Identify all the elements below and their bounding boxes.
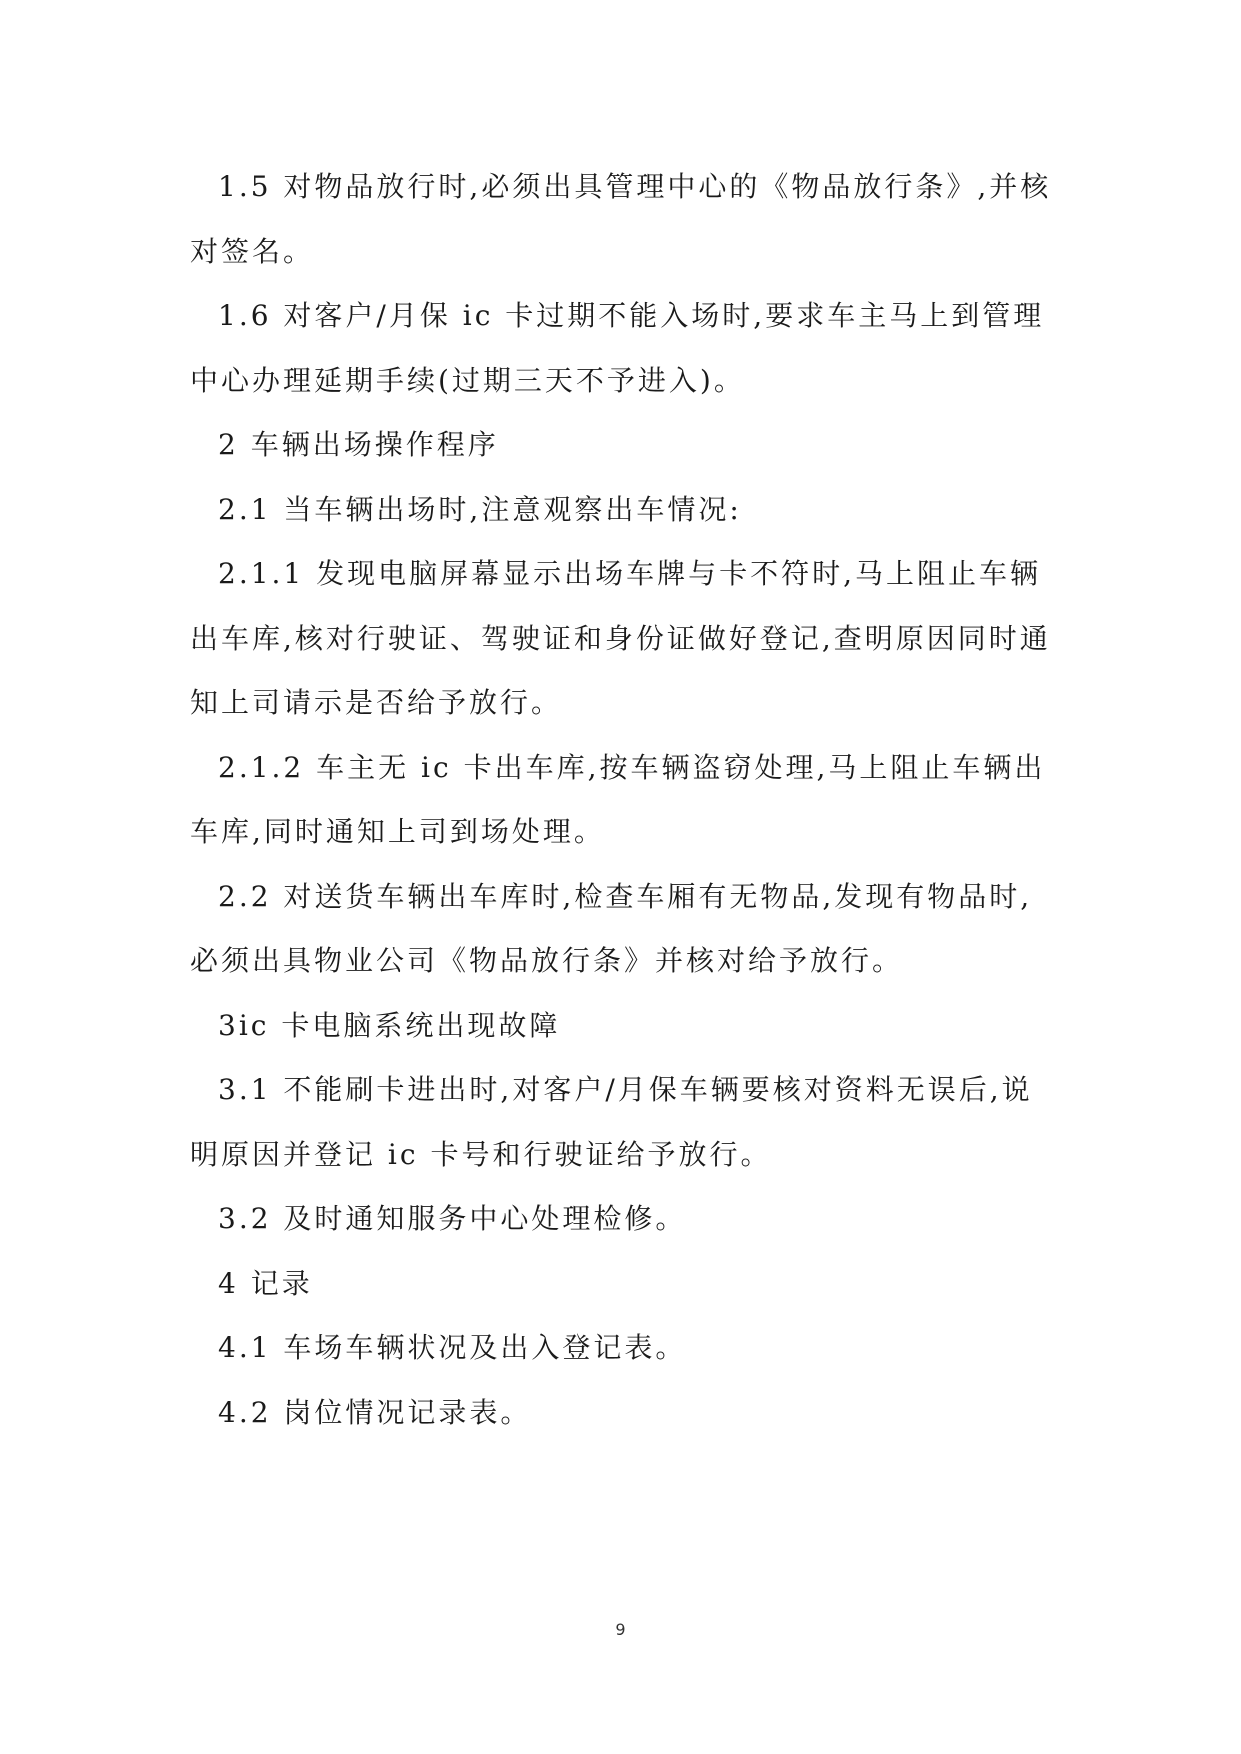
paragraph-2-1-2: 2.1.2 车主无 ic 卡出车库,按车辆盗窃处理,马上阻止车辆出车库,同时通知上司到场处理。: [190, 750, 1046, 848]
paragraph-4-1: 4.1 车场车辆状况及出入登记表。: [218, 1331, 687, 1364]
paragraph-1-6: 1.6 对客户/月保 ic 卡过期不能入场时,要求车主马上到管理中心办理延期手续(过期三天不予进入)。: [190, 299, 1045, 397]
paragraph-1-5: 1.5 对物品放行时,必须出具管理中心的《物品放行条》,并核对签名。: [190, 170, 1052, 268]
document-body: [190, 155, 1060, 1445]
paragraph-2-1: 2.1 当车辆出场时,注意观察出车情况:: [218, 492, 742, 526]
section-heading-3: 3ic 卡电脑系统出现故障: [218, 1008, 561, 1042]
paragraph-3-2: 3.2 及时通知服务中心处理检修。: [218, 1202, 687, 1235]
paragraph-2-2: 2.2 对送货车辆出车库时,检查车厢有无物品,发现有物品时,必须出具物业公司《物品放行条》并核对给予放行。: [190, 879, 1033, 977]
page-number: 9: [615, 1620, 626, 1639]
paragraph-4-2: 4.2 岗位情况记录表。: [218, 1395, 532, 1429]
paragraph-2-1-1: 2.1.1 发现电脑屏幕显示出场车牌与卡不符时,马上阻止车辆出车库,核对行驶证、驾驶证和身份证做好登记,查明原因同时通知上司请示是否给予放行。: [190, 557, 1051, 719]
paragraph-3-1: 3.1 不能刷卡进出时,对客户/月保车辆要核对资料无误后,说明原因并登记 ic 卡号和行驶证给予放行。: [190, 1073, 1033, 1171]
section-heading-4: 4 记录: [218, 1266, 313, 1300]
section-heading-2: 2 车辆出场操作程序: [218, 428, 499, 461]
